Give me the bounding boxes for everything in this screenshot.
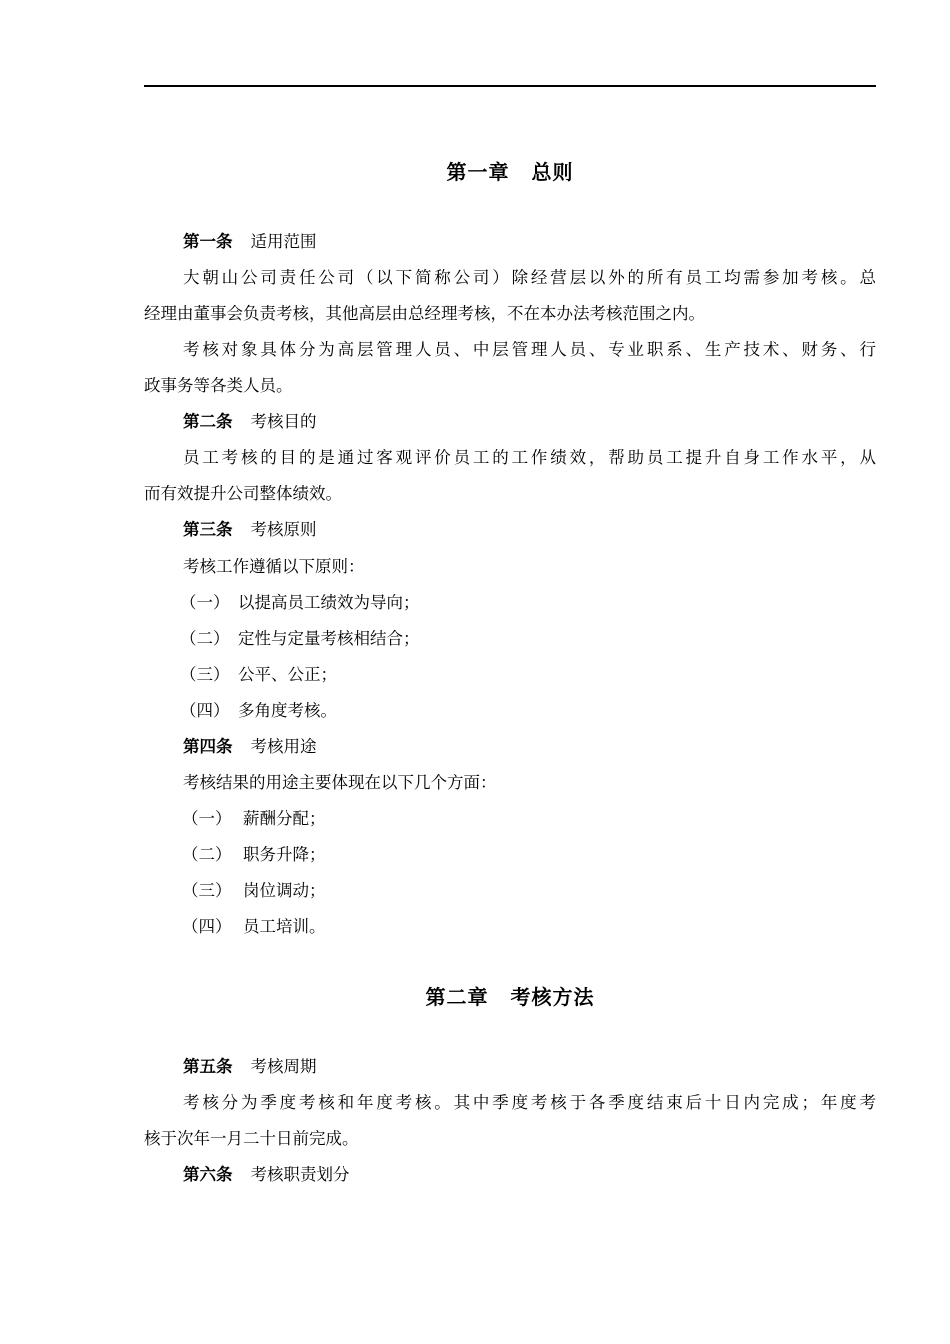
article-4-intro: 考核结果的用途主要体现在以下几个方面： xyxy=(183,773,497,792)
article-5-heading xyxy=(183,1055,876,1079)
list-item xyxy=(182,843,914,867)
article-1-para1-line2: 经理由董事会负责考核，其他高层由总经理考核，不在本办法考核范围之内。 xyxy=(144,304,705,323)
list-item-text: 以提高员工绩效为导向； xyxy=(238,593,420,612)
list-item-text: 薪酬分配； xyxy=(243,809,326,828)
article-2-title: 考核目的 xyxy=(250,412,317,431)
article-1-number: 第一条 xyxy=(183,232,233,251)
list-item-mark: （三） xyxy=(180,665,230,684)
chapter-1-number: 第一章 xyxy=(446,160,510,184)
list-item xyxy=(182,879,914,903)
article-3-intro: 考核工作遵循以下原则： xyxy=(183,557,365,576)
article-1-title: 适用范围 xyxy=(250,232,317,251)
article-5-number: 第五条 xyxy=(183,1057,233,1076)
article-2-para-line1: 员工考核的目的是通过客观评价员工的工作绩效，帮助员工提升自身工作水平，从 xyxy=(183,448,876,467)
article-3-title: 考核原则 xyxy=(250,520,317,539)
list-item-text: 公平、公正； xyxy=(238,665,337,684)
list-item-mark: （四） xyxy=(182,917,232,936)
list-item-text: 多角度考核。 xyxy=(238,701,337,720)
list-item-mark: （四） xyxy=(180,701,230,720)
article-3-number: 第三条 xyxy=(183,520,233,539)
chapter-2-number: 第二章 xyxy=(425,985,489,1009)
header-rule xyxy=(144,85,876,87)
chapter-1-name: 总则 xyxy=(531,160,574,184)
article-2-number: 第二条 xyxy=(183,412,233,431)
list-item-mark: （二） xyxy=(180,629,230,648)
article-6-number: 第六条 xyxy=(183,1165,233,1184)
list-item xyxy=(180,699,912,723)
list-item-text: 员工培训。 xyxy=(243,917,326,936)
list-item xyxy=(182,807,914,831)
article-5-para-line1: 考核分为季度考核和年度考核。其中季度考核于各季度结束后十日内完成；年度考 xyxy=(183,1093,876,1112)
article-1-para2-line2: 政事务等各类人员。 xyxy=(144,376,293,395)
list-item-text: 定性与定量考核相结合； xyxy=(238,629,420,648)
list-item-mark: （一） xyxy=(182,809,232,828)
chapter-1-title xyxy=(144,158,876,186)
article-3-heading xyxy=(183,518,876,542)
article-6-title: 考核职责划分 xyxy=(250,1165,350,1184)
article-6-heading xyxy=(183,1163,876,1187)
article-5-para-line2: 核于次年一月二十日前完成。 xyxy=(144,1129,359,1148)
article-4-heading xyxy=(183,735,876,759)
article-2-heading xyxy=(183,410,876,434)
article-5-title: 考核周期 xyxy=(250,1057,317,1076)
list-item-mark: （三） xyxy=(182,881,232,900)
list-item xyxy=(182,915,914,939)
list-item-text: 职务升降； xyxy=(243,845,326,864)
article-4-title: 考核用途 xyxy=(250,737,317,756)
article-1-heading xyxy=(183,230,876,254)
article-4-number: 第四条 xyxy=(183,737,233,756)
list-item-text: 岗位调动； xyxy=(243,881,326,900)
chapter-2-title xyxy=(144,983,876,1011)
list-item xyxy=(180,627,912,651)
article-1-para2-line1: 考核对象具体分为高层管理人员、中层管理人员、专业职系、生产技术、财务、行 xyxy=(183,340,876,359)
article-1-para1-line1: 大朝山公司责任公司（以下简称公司）除经营层以外的所有员工均需参加考核。总 xyxy=(183,268,876,287)
list-item-mark: （一） xyxy=(180,593,230,612)
list-item-mark: （二） xyxy=(182,845,232,864)
list-item xyxy=(180,663,912,687)
chapter-2-name: 考核方法 xyxy=(510,985,595,1009)
list-item xyxy=(180,591,912,615)
article-2-para-line2: 而有效提升公司整体绩效。 xyxy=(144,484,342,503)
